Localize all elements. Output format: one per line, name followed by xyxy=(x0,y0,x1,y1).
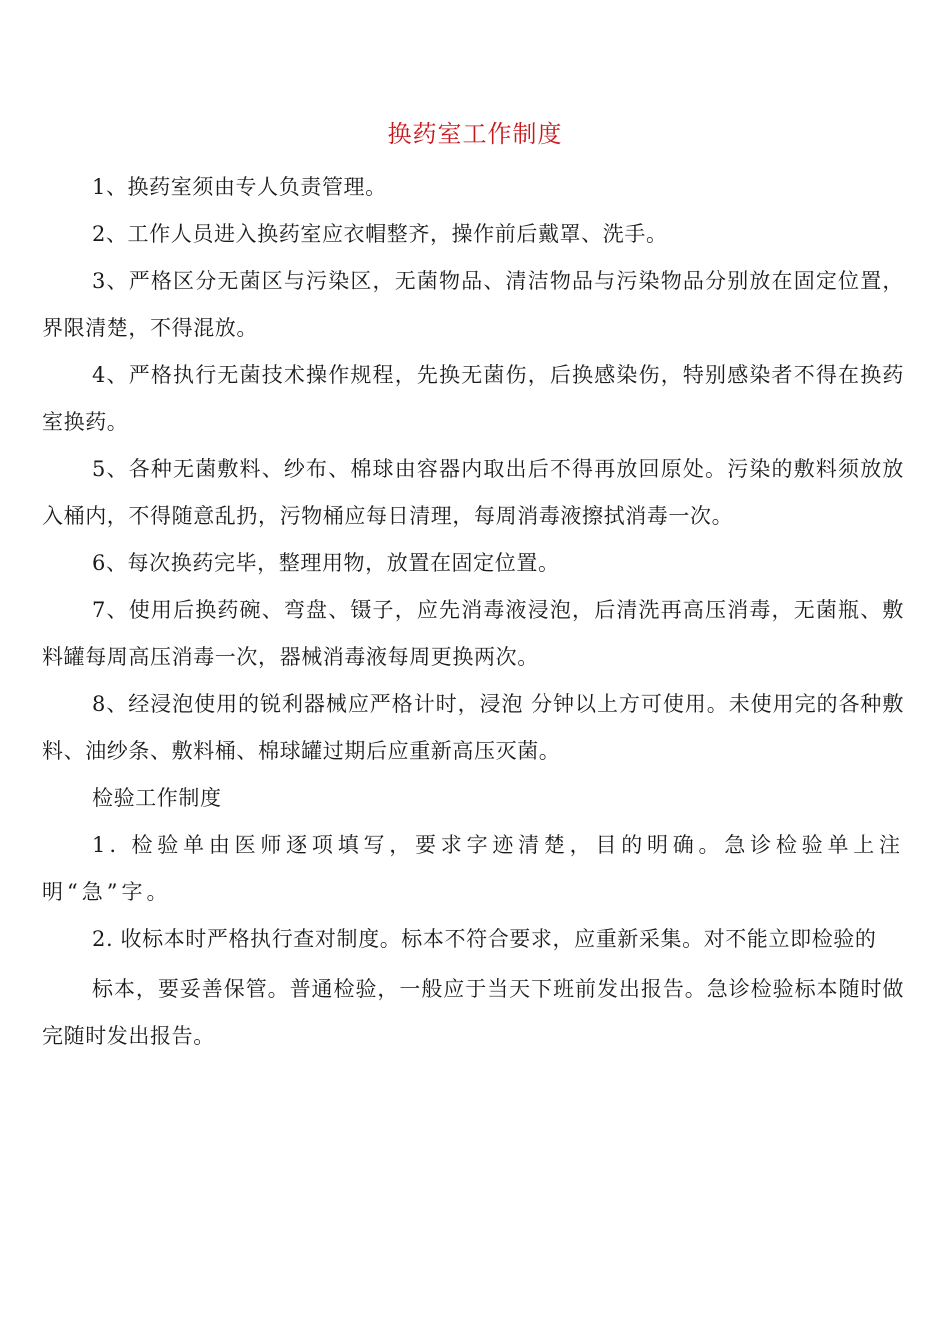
paragraph-1: 1、换药室须由专人负责管理。 xyxy=(92,175,387,199)
paragraph-8: 8、经浸泡使用的锐利器械应严格计时，浸泡 分钟以上方可使用。未使用完的各种敷料、油纱条、敷料桶、棉球罐过期后应重新高压灭菌。 xyxy=(42,692,904,763)
document-title: 换药室工作制度 xyxy=(387,120,563,148)
section-heading-lab-rules: 检验工作制度 xyxy=(92,786,222,810)
paragraph-6: 6、每次换药完毕，整理用物，放置在固定位置。 xyxy=(92,551,560,575)
paragraph-4: 4、严格执行无菌技术操作规程，先换无菌伤，后换感染伤，特别感染者不得在换药室换药。 xyxy=(42,363,904,434)
document-body xyxy=(42,164,904,1060)
lab-paragraph-1: 1. 检验单由医师逐项填写，要求字迹清楚，目的明确。急诊检验单上注明“急”字。 xyxy=(42,833,904,904)
paragraph-5: 5、各种无菌敷料、纱布、棉球由容器内取出后不得再放回原处。污染的敷料须放放入桶内，不得随意乱扔，污物桶应每日清理，每周消毒液擦拭消毒一次。 xyxy=(42,457,904,528)
lab-paragraph-2: 2. 收标本时严格执行查对制度。标本不符合要求，应重新采集。对不能立即检验的 xyxy=(92,927,877,951)
paragraph-3: 3、严格区分无菌区与污染区，无菌物品、清洁物品与污染物品分别放在固定位置，界限清楚，不得混放。 xyxy=(42,269,904,340)
paragraph-2: 2、工作人员进入换药室应衣帽整齐，操作前后戴罩、洗手。 xyxy=(92,222,668,246)
paragraph-7: 7、使用后换药碗、弯盘、镊子，应先消毒液浸泡，后清洗再高压消毒，无菌瓶、敷料罐每周高压消毒一次，器械消毒液每周更换两次。 xyxy=(42,598,904,669)
lab-paragraph-2-continued: 标本，要妥善保管。普通检验，一般应于当天下班前发出报告。急诊检验标本随时做完随时发出报告。 xyxy=(42,977,904,1048)
